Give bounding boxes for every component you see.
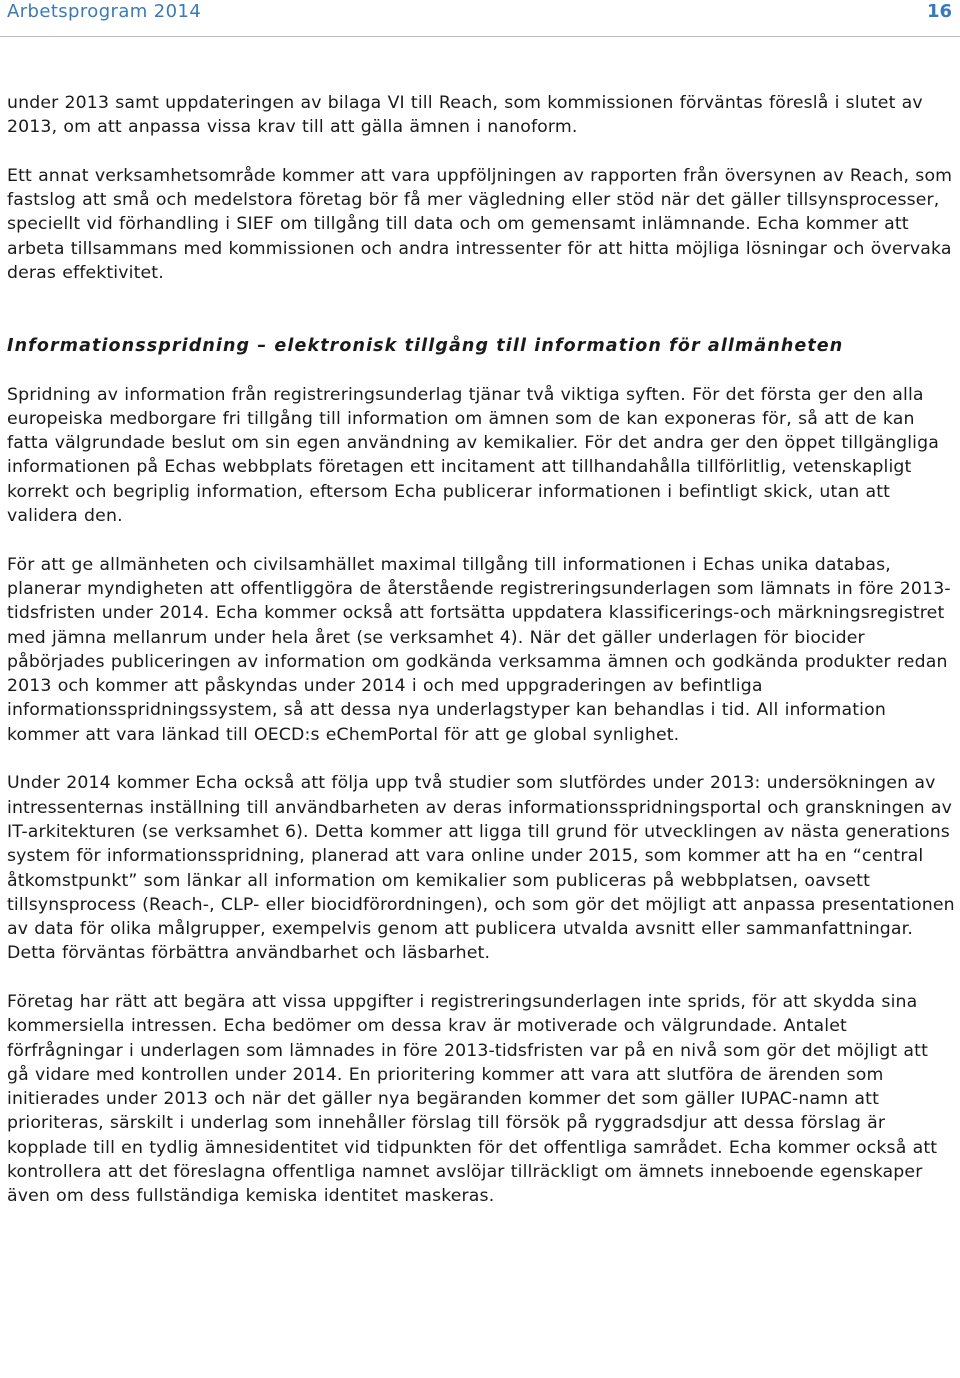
paragraph-confidentiality: Företag har rätt att begära att vissa uppgifter i registreringsunderlagen inte sprids, för att skydda sina kommersiella intressen. Echa bedömer om dessa krav är motiverade och välgrundade. Antalet förfrågningar i underlagen som lämnades in före 2013-tidsfristen var på en nivå som gör det möjligt att gå vidare med kontrollen under 2014. En prioritering kommer att vara att slutföra de ärenden som initierades under 2013 och när det gäller nya begäranden kommer det som gäller IUPAC-namn att prioriteras, särskilt i underlag som innehåller förslag till försök på ryggradsdjur att dessa förslag är kopplade till en tydlig ämnesidentitet vid tidpunkten för det offentliga samrådet. Echa kommer också att kontrollera att det föreslagna offentliga namnet avslöjar tillräckligt om ämnets inneboende egenskaper även om dess fullständiga kemiska identitet maskeras. — [7, 991, 938, 1207]
paragraph-studies-2014: Under 2014 kommer Echa också att följa upp två studier som slutfördes under 2013: undersökningen av intressenternas inställning till användbarheten av deras informationsspridningsportal och granskningen av IT-arkitekturen (se verksamhet 6). Detta kommer att ligga till grund för utvecklingen av nästa generations system för informationsspridning, planerad att vara online under 2015, som kommer att ha en “central åtkomstpunkt” som länkar all information om kemikalier som publiceras på webbplatsen, oavsett tillsynsprocess (Reach-, CLP- eller biocidförordningen), och som gör det möjligt att anpassa presentationen av data för olika målgrupper, exempelvis genom att publicera utvalda avsnitt eller sammanfattningar. Detta förväntas förbättra användbarhet och läsbarhet. — [7, 773, 955, 964]
paragraph-intro: under 2013 samt uppdateringen av bilaga VI till Reach, som kommissionen förväntas föreslå i slutet av 2013, om att anpassa vissa krav till att gälla ämnen i nanoform. — [7, 93, 923, 138]
document-title: Arbetsprogram 2014 — [7, 1, 202, 22]
paragraph-sme-support: Ett annat verksamhetsområde kommer att vara uppföljningen av rapporten från översynen av Reach, som fastslog att små och medelstora företag bör få mer vägledning eller stöd när det gäller tillsynsprocesser, speciellt vid förhandling i SIEF om tillgång till data och om gemensamt inlämnande. Echa kommer att arbeta tillsammans med kommissionen och andra intressenter för att hitta möjliga lösningar och övervaka deras effektivitet. — [7, 165, 953, 284]
page-header — [0, 0, 960, 37]
section-heading: Informationsspridning – elektronisk tillgång till information för allmänheten — [7, 335, 844, 356]
page-number: 16 — [926, 1, 952, 22]
paragraph-dissemination-purpose: Spridning av information från registreringsunderlag tjänar två viktiga syften. För det första ger den alla europeiska medborgare fri tillgång till information om ämnen som de kan exponeras för, så att de kan fatta välgrundade beslut om sin egen användning av kemikalier. För det andra ger den öppet tillgängliga informationen på Echas webbplats företagen ett incitament att tillhandahålla tillförlitlig, vetenskapligt korrekt och begriplig information, eftersom Echa publicerar informationen i befintligt skick, utan att validera den. — [7, 384, 939, 527]
paragraph-public-access: För att ge allmänheten och civilsamhället maximal tillgång till informationen i Echas unika databas, planerar myndigheten att offentliggöra de återstående registreringsunderlagen som lämnats in före 2013-tidsfristen under 2014. Echa kommer också att fortsätta uppdatera klassificerings-och märkningsregistret med jämna mellanrum under hela året (se verksamhet 4). När det gäller underlagen för biocider påbörjades publiceringen av information om godkända verksamma ämnen och godkända produkter redan 2013 och kommer att påskyndas under 2014 i och med uppgraderingen av befintliga informationsspridningssystem, så att dessa nya underlagstyper kan behandlas i tid. All information kommer att vara länkad till OECD:s eChemPortal för att ge global synlighet. — [7, 554, 951, 745]
document-body — [7, 91, 955, 1209]
